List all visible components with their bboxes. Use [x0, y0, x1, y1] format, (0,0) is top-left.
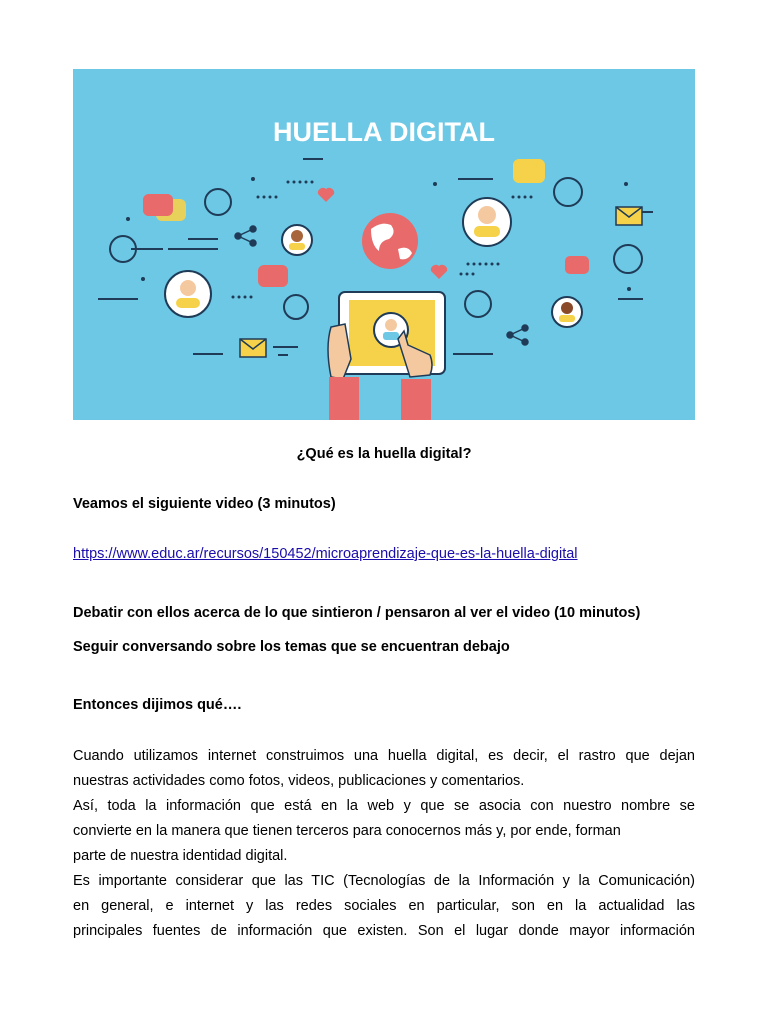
body-text — [73, 744, 695, 944]
body-line: convierte en la manera que tienen terceros para conocernos más y, por ende, forman — [73, 823, 621, 839]
body-line: en general, e internet y las redes sociales en particular, son en la actualidad las — [73, 898, 695, 914]
huella-digital-banner — [73, 69, 695, 420]
debate-instruction: Debatir con ellos acerca de lo que sintieron / pensaron al ver el video (10 minutos) — [73, 605, 641, 621]
body-line: parte de nuestra identidad digital. — [73, 848, 288, 864]
body-line: principales fuentes de información que existen. Son el lugar donde mayor información — [73, 923, 695, 939]
summary-heading: Entonces dijimos qué…. — [73, 697, 242, 713]
question-heading: ¿Qué es la huella digital? — [296, 446, 472, 462]
body-line: Cuando utilizamos internet construimos una huella digital, es decir, el rastro que dejan — [73, 748, 695, 764]
continue-instruction: Seguir conversando sobre los temas que se encuentran debajo — [73, 639, 510, 655]
banner-illustration — [73, 69, 695, 420]
body-line: Es importante considerar que las TIC (Tecnologías de la Información y la Comunicación) — [73, 873, 695, 889]
video-intro: Veamos el siguiente video (3 minutos) — [73, 496, 336, 512]
body-line: Así, toda la información que está en la web y que se asocia con nuestro nombre se — [73, 798, 695, 814]
video-link[interactable]: https://www.educ.ar/recursos/150452/microaprendizaje-que-es-la-huella-digital — [73, 546, 578, 562]
banner-title: HUELLA DIGITAL — [273, 117, 495, 147]
body-line: nuestras actividades como fotos, videos, publicaciones y comentarios. — [73, 773, 525, 789]
